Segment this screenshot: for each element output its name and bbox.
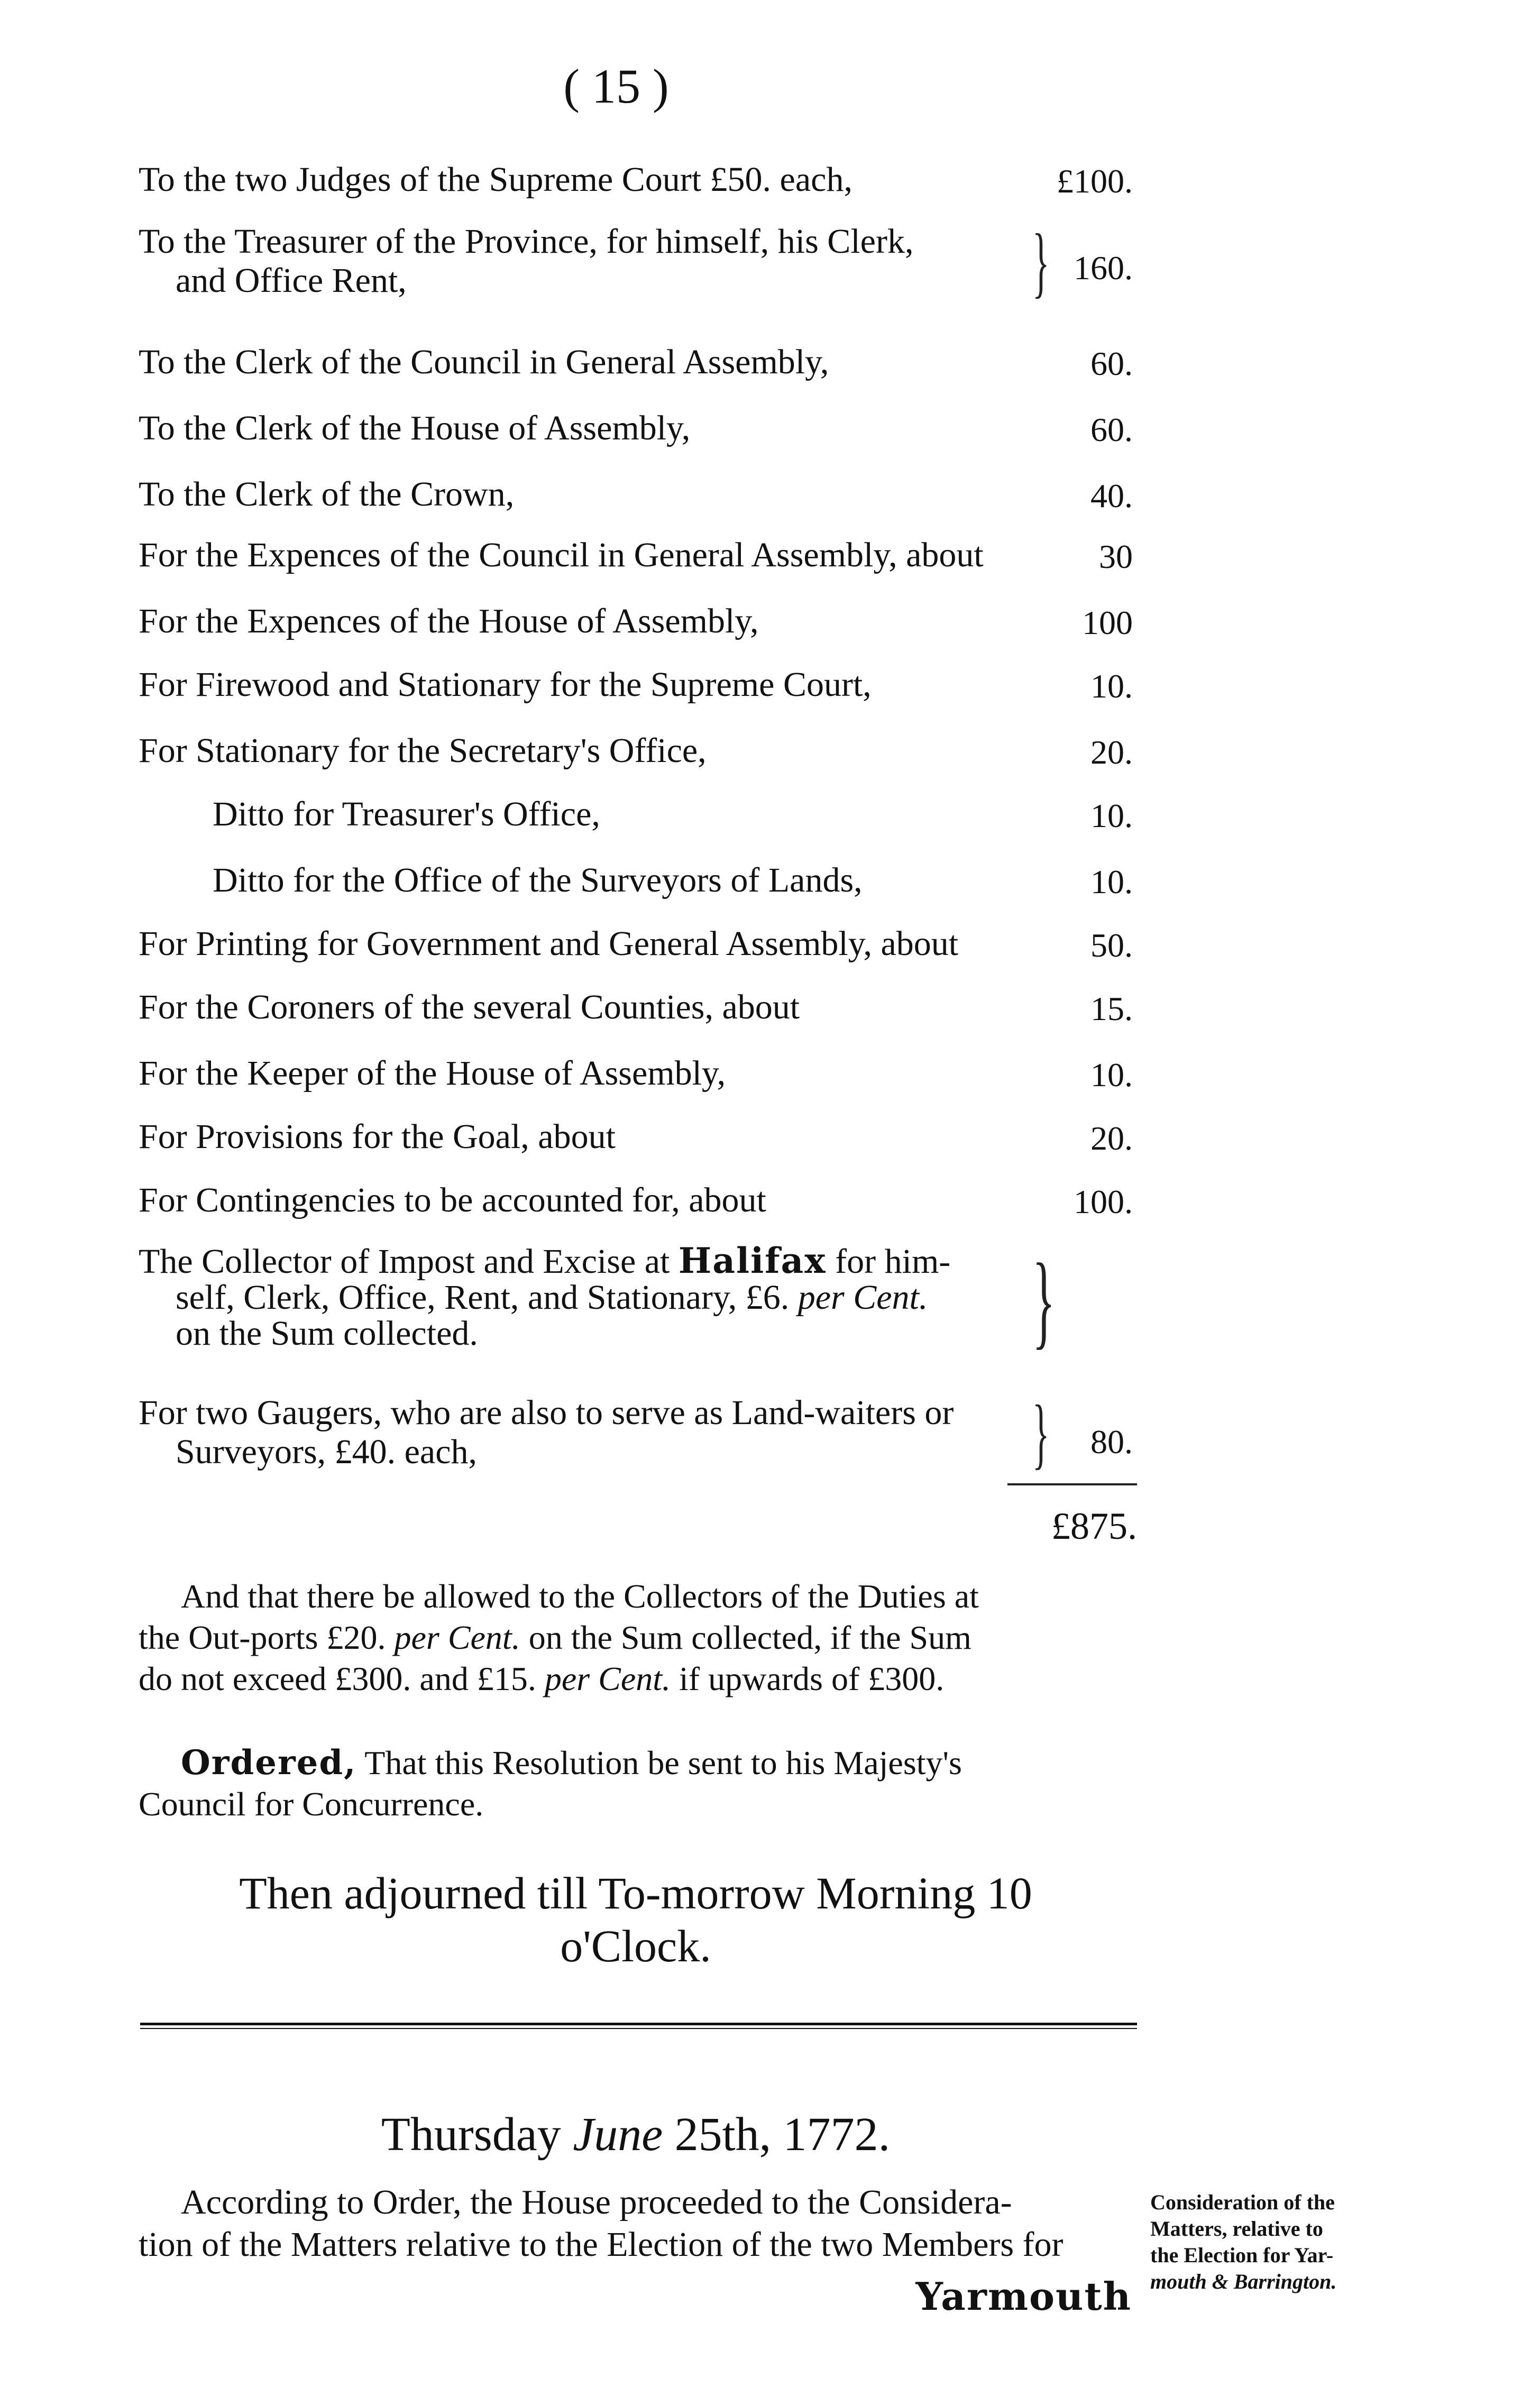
paragraph-line: per Cent. <box>544 1660 671 1697</box>
paragraph-line: tion of the Matters relative to the Election of the two Members for <box>139 2225 1064 2264</box>
place-name: Halifax <box>678 1240 827 1281</box>
ledger-entry <box>139 859 1133 926</box>
entry-description <box>139 1393 1038 1472</box>
paragraph-line: Council for Concurrence. <box>139 1785 484 1823</box>
entry-amount: 60. <box>1090 345 1133 382</box>
total-rule <box>1007 1483 1137 1485</box>
ordered-word: Ordered, <box>181 1743 357 1783</box>
entry-description: For the Keeper of the House of Assembly, <box>139 1054 726 1093</box>
final-paragraph <box>139 2181 1133 2266</box>
entry-amount: 100 <box>1082 604 1133 641</box>
entry-description: To the Clerk of the House of Assembly, <box>139 409 691 447</box>
entry-description-line: and Office Rent, <box>176 261 407 300</box>
section-divider <box>140 2023 1137 2029</box>
margin-note-line: mouth & Barrington. <box>1150 2270 1337 2293</box>
entry-description-line: Surveyors, £40. each, <box>176 1433 478 1471</box>
entry-description-line: for him- <box>835 1242 951 1281</box>
adjourned-line: Then adjourned till To-morrow Morning 10 <box>239 1868 1032 1918</box>
ledger-entry <box>139 341 1133 408</box>
entry-amount: 10. <box>1090 863 1133 901</box>
entry-description: For Printing for Government and General Assembly, about <box>139 924 959 963</box>
ledger-entry <box>139 1052 1133 1119</box>
date-day: Thursday <box>381 2108 561 2161</box>
ledger-entry <box>139 600 1133 667</box>
paragraph-line: the Out-ports £20. <box>139 1619 386 1656</box>
entry-description: For the Coroners of the several Counties, about <box>139 988 800 1026</box>
paragraph-line: per Cent. <box>394 1619 520 1656</box>
entry-description <box>139 222 1038 300</box>
entry-amount: 160. <box>1074 249 1133 287</box>
ledger-entry <box>139 923 1133 989</box>
entry-amount: £100. <box>1057 162 1133 200</box>
allowance-paragraph <box>139 1576 1133 1700</box>
entry-description <box>139 1240 1038 1353</box>
entry-description: For Firewood and Stationary for the Supreme Court, <box>139 665 872 704</box>
entry-amount: 30 <box>1099 538 1133 575</box>
margin-note-line: Consideration of the <box>1150 2190 1335 2214</box>
entry-description: To the Clerk of the Crown, <box>139 475 515 513</box>
entry-description: For the Expences of the Council in General Assembly, about <box>139 536 984 574</box>
entry-amount: 15. <box>1090 990 1133 1027</box>
entry-description: Ditto for the Office of the Surveyors of Lands, <box>213 861 863 899</box>
ledger-entry <box>139 664 1133 730</box>
ledger-entry <box>139 793 1133 860</box>
entry-amount: 60. <box>1090 411 1133 448</box>
entry-description: Ditto for Treasurer's Office, <box>213 795 600 833</box>
total-amount: £875. <box>1051 1505 1137 1547</box>
entry-description: For the Expences of the House of Assembly, <box>139 602 759 640</box>
ledger-entry <box>139 986 1133 1053</box>
brace-icon: } <box>1032 1389 1050 1477</box>
ledger-entry <box>139 159 1133 225</box>
paragraph-line: if upwards of £300. <box>679 1660 945 1697</box>
entry-description: For Contingencies to be accounted for, about <box>139 1181 766 1219</box>
ledger-entry <box>139 218 1133 312</box>
entry-amount: 10. <box>1090 797 1133 834</box>
page-number: ( 15 ) <box>563 59 669 113</box>
entry-description: To the Clerk of the Council in General Assembly, <box>139 343 829 381</box>
place-name: Yarmouth <box>915 2274 1132 2319</box>
entry-description-line: To the Treasurer of the Province, for himself, his Clerk, <box>139 222 914 261</box>
ordered-paragraph <box>139 1742 1133 1825</box>
margin-note <box>1150 2189 1468 2295</box>
brace-icon: } <box>1032 1242 1056 1359</box>
date-rest: 25th, 1772. <box>674 2108 891 2161</box>
date-month: June <box>573 2108 663 2161</box>
entry-description-line: on the Sum collected. <box>176 1314 478 1353</box>
ledger-entry <box>139 1240 1133 1370</box>
entry-description: For Provisions for the Goal, about <box>139 1117 616 1156</box>
ledger-entry <box>139 1389 1133 1483</box>
entry-amount: 100. <box>1074 1183 1133 1220</box>
entry-description: For Stationary for the Secretary's Office, <box>139 731 707 770</box>
ledger-entry <box>139 1179 1133 1246</box>
entry-amount: 50. <box>1090 926 1133 964</box>
margin-note-line: Matters, relative to <box>1150 2217 1323 2241</box>
entry-description-line: The Collector of Impost and Excise at <box>139 1242 670 1281</box>
ledger-entry <box>139 730 1133 796</box>
adjourned-notice <box>139 1867 1133 1972</box>
entry-amount: 80. <box>1090 1423 1133 1461</box>
margin-note-line: the Election for Yar- <box>1150 2243 1334 2267</box>
date-heading <box>139 2107 1133 2162</box>
brace-icon: } <box>1032 218 1050 306</box>
entry-amount: 10. <box>1090 667 1133 705</box>
entry-amount: 20. <box>1090 733 1133 771</box>
ledger-entry <box>139 1116 1133 1182</box>
paragraph-line: According to Order, the House proceeded to the Considera- <box>181 2183 1012 2221</box>
entry-description-line: self, Clerk, Office, Rent, and Stationary, £6. <box>176 1278 790 1317</box>
entry-amount: 40. <box>1090 477 1133 515</box>
entry-amount: 10. <box>1090 1056 1133 1094</box>
paragraph-line: do not exceed £300. and £15. <box>139 1660 536 1697</box>
paragraph-line: And that there be allowed to the Collectors of the Duties at <box>181 1577 979 1615</box>
entry-description-line: For two Gaugers, who are also to serve as Land-waiters or <box>139 1393 954 1432</box>
ledger-entry <box>139 407 1133 474</box>
entry-description: To the two Judges of the Supreme Court £50. each, <box>139 160 852 199</box>
paragraph-line: on the Sum collected, if the Sum <box>528 1619 971 1656</box>
adjourned-line: o'Clock. <box>560 1921 711 1971</box>
ledger-entry <box>139 473 1133 540</box>
paragraph-line: That this Resolution be sent to his Majesty's <box>364 1744 962 1782</box>
entry-description-line: per Cent. <box>798 1278 928 1317</box>
entry-amount: 20. <box>1090 1119 1133 1157</box>
ledger-entry <box>139 534 1133 601</box>
